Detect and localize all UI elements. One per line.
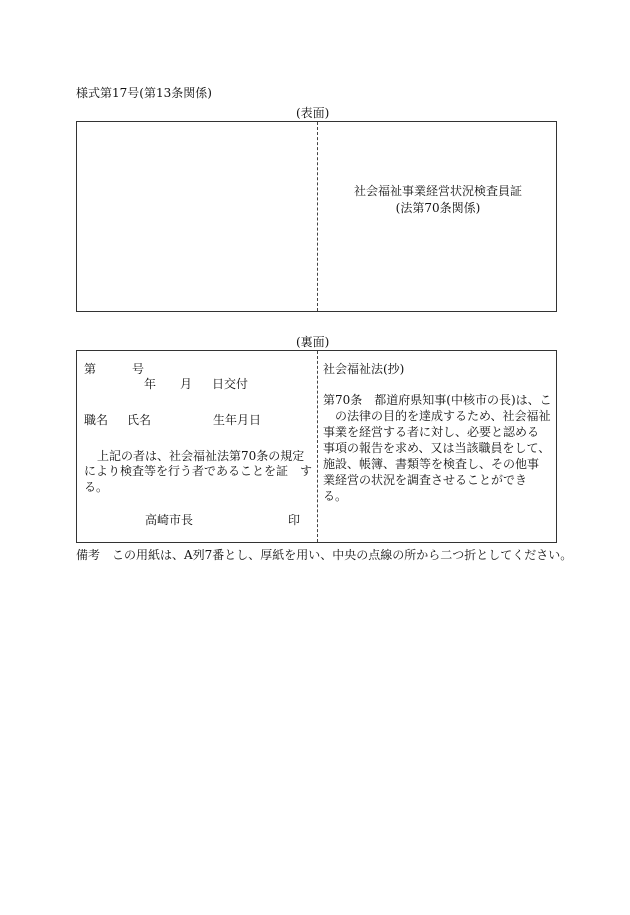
form-label: 様式第17号(第13条関係): [76, 86, 212, 100]
birthdate-label: 生年月日: [213, 413, 262, 427]
seal-mark: 印: [288, 513, 301, 527]
date-issued: 日交付: [212, 377, 249, 391]
fold-line: [317, 351, 318, 542]
certification-line-2: により検査等を行う者であることを証 する。: [84, 464, 313, 494]
article-line-4: 事項の報告を求め、又は当該職員をして、: [323, 441, 551, 455]
card-title: 社会福祉事業経営状況検査員証: [353, 184, 522, 198]
name-label: 氏名: [127, 413, 152, 427]
back-card: [76, 350, 557, 543]
front-section-label: (表面): [296, 106, 330, 120]
date-month: 月: [180, 377, 193, 391]
article-line-3: 事業を経営する者に対し、必要と認める: [323, 425, 540, 439]
fold-line: [317, 122, 318, 311]
article-line-2: の法律の目的を達成するため、社会福祉: [335, 409, 551, 423]
number-prefix: 第: [84, 362, 97, 376]
card-subtitle: (法第70条関係): [395, 201, 481, 215]
job-title-label: 職名: [84, 413, 109, 427]
certification-line-1: 上記の者は、社会福祉法第70条の規定: [97, 449, 305, 463]
article-line-7: る。: [323, 489, 348, 503]
law-title: 社会福祉法(抄): [323, 362, 405, 376]
article-line-5: 施設、帳簿、書類等を検査し、その他事: [323, 457, 540, 471]
date-year: 年: [144, 377, 157, 391]
back-section-label: (裏面): [296, 335, 330, 349]
usage-note: 備考 この用紙は、A列7番とし、厚紙を用い、中央の点線の所から二つ折としてください。: [76, 548, 573, 562]
number-suffix: 号: [132, 362, 145, 376]
issuer: 高崎市長: [145, 513, 194, 527]
article-line-6: 業経営の状況を調査させることができ: [323, 473, 528, 487]
front-card: [76, 121, 557, 312]
article-line-1: 第70条 都道府県知事(中核市の長)は、こ: [323, 393, 552, 407]
